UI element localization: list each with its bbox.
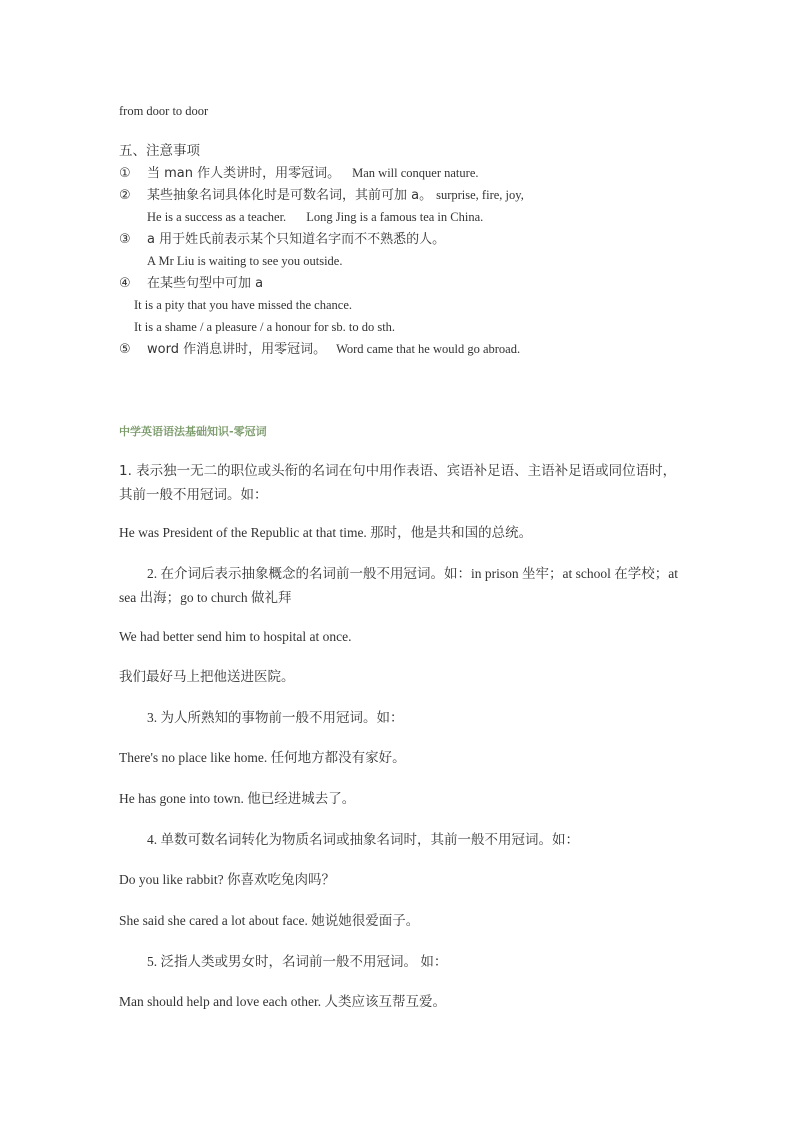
rule-4-example-1: Do you like rabbit? 你喜欢吃兔肉吗？ <box>119 872 335 887</box>
rule-4-example-2: She said she cared a lot about face. 她说她很爱面子。 <box>119 913 420 928</box>
example-2b: Long Jing is a famous tea in China. <box>306 210 484 224</box>
rule-1-text: 1. 表示独一无二的职位或头衔的名词在句中用作表语、宾语补足语、主语补足语或同位语时，其前一般不用冠词。如： <box>119 463 677 503</box>
item-zh: word 作消息讲时，用零冠词。 <box>147 342 327 357</box>
example-2a: He is a success as a teacher. <box>147 210 287 224</box>
rule-2: 2. 在介词后表示抽象概念的名词前一般不用冠词。如：in prison 坐牢；at school 在学校；at sea 出海；go to church 做礼拜 <box>119 566 678 605</box>
note-item-4 <box>119 274 263 293</box>
item-number: ① <box>119 166 131 181</box>
item-en: Word came that he would go abroad. <box>336 342 521 356</box>
rule-1 <box>119 459 679 507</box>
item-number: ⑤ <box>119 342 131 357</box>
rule-4: 4. 单数可数名词转化为物质名词或抽象名词时，其前一般不用冠词。如： <box>147 832 579 847</box>
section-title: 中学英语语法基础知识-零冠词 <box>119 425 267 438</box>
note-item-5 <box>119 340 520 359</box>
rule-2-example-en: We had better send him to hospital at once. <box>119 629 352 644</box>
note-item-2 <box>119 186 524 205</box>
rule-1-example: He was President of the Republic at that time. 那时，他是共和国的总统。 <box>119 525 533 540</box>
rule-5-example: Man should help and love each other. 人类应该互帮互爱。 <box>119 994 446 1009</box>
item-en: Man will conquer nature. <box>352 166 479 180</box>
rule-2-example-zh: 我们最好马上把他送进医院。 <box>119 669 295 685</box>
example-4a: It is a pity that you have missed the chance. <box>134 298 352 312</box>
rule-3-example-2: He has gone into town. 他已经进城去了。 <box>119 791 356 806</box>
item-zh: 在某些句型中可加 a <box>147 276 264 291</box>
rule-3-example-1: There's no place like home. 任何地方都没有家好。 <box>119 750 406 765</box>
example-3: A Mr Liu is waiting to see you outside. <box>147 254 343 268</box>
item-en: surprise, fire, joy, <box>436 188 524 202</box>
rule-3: 3. 为人所熟知的事物前一般不用冠词。如： <box>147 710 404 725</box>
note-item-1 <box>119 164 479 183</box>
item-number: ③ <box>119 232 131 247</box>
rule-5: 5. 泛指人类或男女时，名词前一般不用冠词。 如： <box>147 954 448 969</box>
from-door-text: from door to door <box>119 104 209 118</box>
section-heading: 五、注意事项 <box>119 143 200 159</box>
note-item-3 <box>119 230 445 249</box>
example-line <box>147 208 483 226</box>
item-zh: 某些抽象名词具体化时是可数名词，其前可加 a。 <box>147 188 433 203</box>
example-4b: It is a shame / a pleasure / a honour for sb. to do sth. <box>134 320 396 334</box>
item-zh: 当 man 作人类讲时，用零冠词。 <box>147 166 341 181</box>
item-number: ② <box>119 188 131 203</box>
item-zh: a 用于姓氏前表示某个只知道名字而不不熟悉的人。 <box>147 232 446 247</box>
item-number: ④ <box>119 276 131 291</box>
